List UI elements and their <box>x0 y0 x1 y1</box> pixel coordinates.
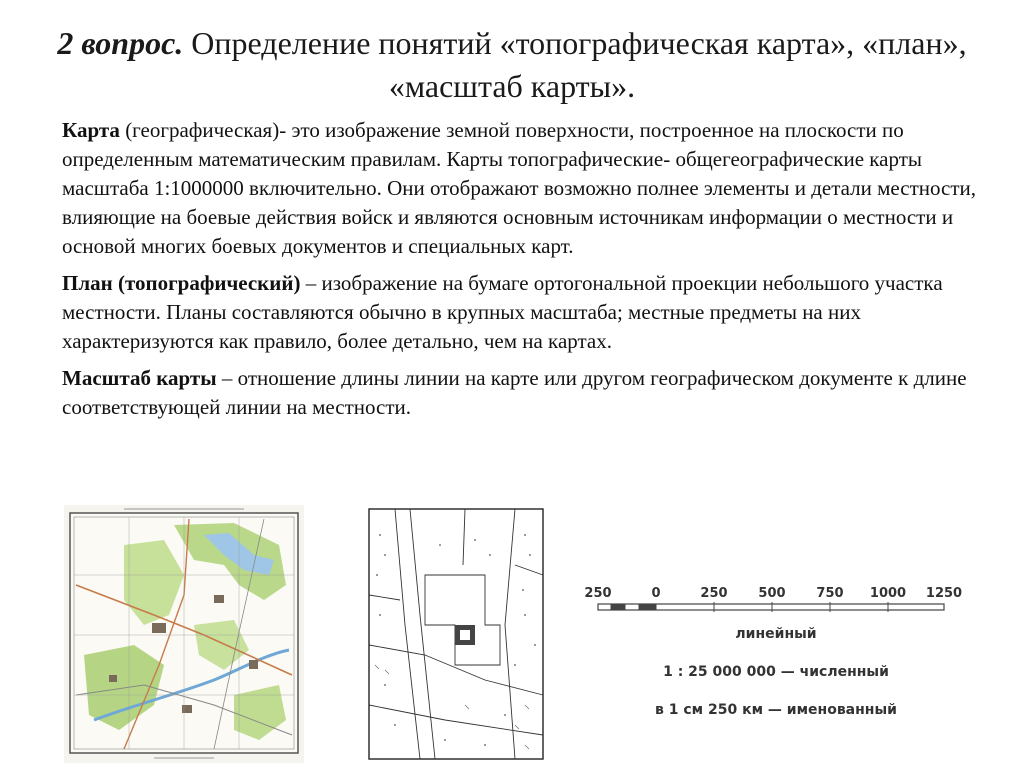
topographic-map-image <box>64 505 304 763</box>
numeric-scale-label: 1 : 25 000 000 — численный <box>663 664 889 680</box>
scale-tick-label: 250 <box>700 586 728 601</box>
definition-scale: – отношение длины линии на карте или другом географическом документе к длине соответствующей линии на местности. <box>62 366 967 419</box>
topographic-plan-image <box>365 505 547 763</box>
paragraph-map <box>62 116 982 261</box>
title-lead: 2 вопрос. <box>57 25 184 61</box>
term-map: Карта <box>62 118 120 142</box>
title-text: Определение понятий «топографическая карта», «план», «масштаб карты». <box>183 25 967 104</box>
scale-tick-label: 250 <box>584 586 612 601</box>
definition-plan: – изображение на бумаге ортогональной проекции небольшого участка местности. Планы составляются обычно в крупных масштаба; местные предметы на них характеризуются как правило, более детально, чем на картах. <box>62 271 943 353</box>
scale-tick-label: 1000 <box>869 586 907 601</box>
term-scale: Масштаб карты <box>62 366 217 390</box>
map-scale-figure <box>586 580 966 720</box>
term-plan: План (топографический) <box>62 271 301 295</box>
scale-tick-label: 0 <box>651 586 661 601</box>
slide-title <box>40 22 984 108</box>
named-scale-label: в 1 см 250 км — именованный <box>655 702 897 718</box>
scale-tick-label: 1250 <box>925 586 963 601</box>
definition-map: (географическая)- это изображение земной поверхности, построенное на плоскости по определенным математическим правилам. Карты топографические- общегеографические карты масштаба 1:1000000 включительно. Они отображают возможно полнее элементы и детали местности, влияющие на боевые действия войск и являются основным источникам информации о местности и основой многих боевых документов и специальных карт. <box>62 118 977 258</box>
scale-tick-label: 500 <box>758 586 786 601</box>
body-text <box>62 116 982 430</box>
paragraph-plan <box>62 269 982 356</box>
paragraph-scale <box>62 364 982 422</box>
scale-tick-label: 750 <box>816 586 844 601</box>
linear-scale-label: линейный <box>735 626 817 642</box>
